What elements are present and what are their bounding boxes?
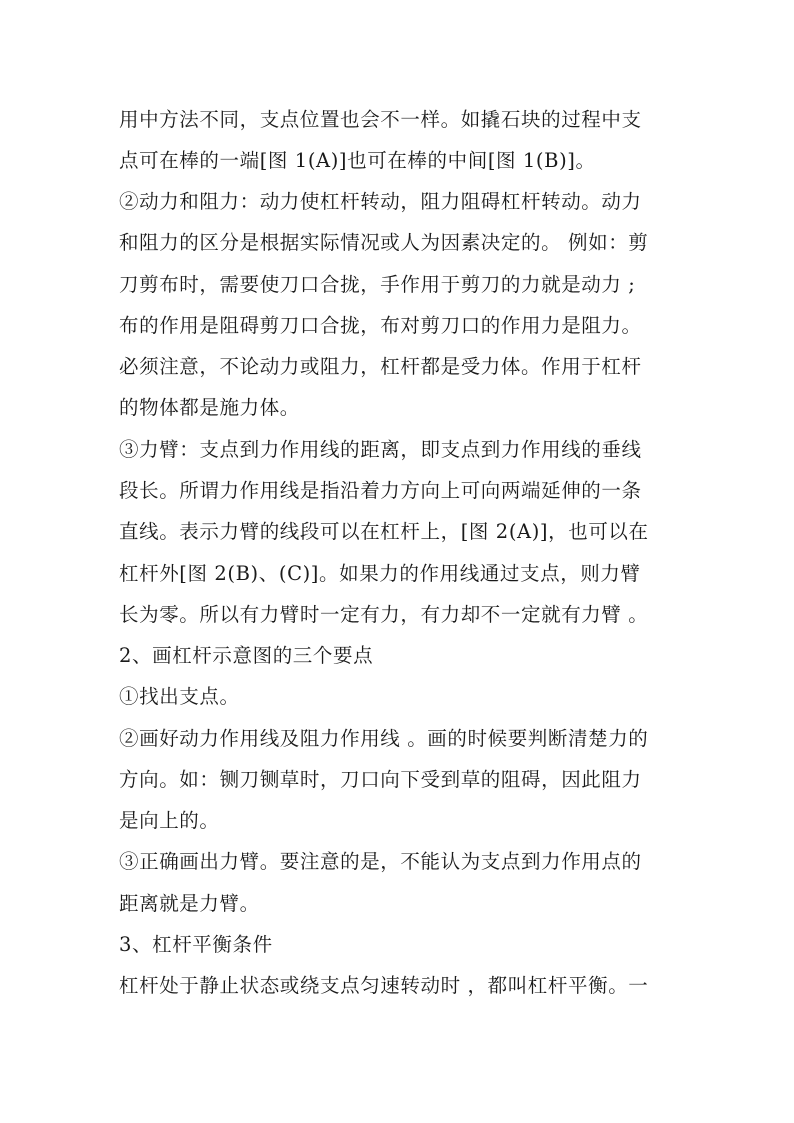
section-heading: 2、画杠杆示意图的三个要点 — [119, 644, 374, 667]
text-line: 直线。表示力臂的线段可以在杠杆上，[图 2(A)]，也可以在 — [119, 520, 649, 543]
text-line: 必须注意，不论动力或阻力，杠杆都是受力体。作用于杠杆 — [119, 355, 642, 378]
text-line: 用中方法不同，支点位置也会不一样。如撬石块的过程中支 — [119, 108, 642, 131]
text-line: ③力臂：支点到力作用线的距离，即支点到力作用线的垂线 — [119, 438, 642, 461]
text-line: ②动力和阻力：动力使杠杆转动，阻力阻碍杠杆转动。动力 — [119, 190, 642, 213]
text-line: 段长。所谓力作用线是指沿着力方向上可向两端延伸的一条 — [119, 479, 642, 502]
text-line: 杠杆外[图 2(B)、(C)]。如果力的作用线通过支点，则力臂 — [119, 562, 641, 585]
text-line: 刀剪布时，需要使刀口合拢，手作用于剪刀的力就是动力 ; — [119, 273, 636, 296]
text-line: ②画好动力作用线及阻力作用线 。画的时候要判断清楚力的 — [119, 727, 649, 750]
text-line: 长为零。所以有力臂时一定有力，有力却不一定就有力臂 。 — [119, 603, 649, 626]
text-line: ①找出支点。 — [119, 685, 240, 708]
text-line: 距离就是力臂。 — [119, 892, 260, 915]
text-line: 的物体都是施力体。 — [119, 396, 300, 419]
text-line: 点可在棒的一端[图 1(A)]也可在棒的中间[图 1(B)]。 — [119, 149, 596, 172]
text-line: 是向上的。 — [119, 809, 220, 832]
text-line: 杠杆处于静止状态或绕支点匀速转动时 ，都叫杠杆平衡。一 — [119, 974, 649, 997]
text-line: 布的作用是阻碍剪刀口合拢，布对剪刀口的作用力是阻力。 — [119, 314, 642, 337]
text-line: ③正确画出力臂。要注意的是，不能认为支点到力作用点的 — [119, 850, 642, 873]
section-heading: 3、杠杆平衡条件 — [119, 933, 273, 956]
text-line: 方向。如：铡刀铡草时，刀口向下受到草的阻碍，因此阻力 — [119, 768, 642, 791]
text-line: 和阻力的区分是根据实际情况或人为因素决定的。 例如：剪 — [119, 231, 649, 254]
